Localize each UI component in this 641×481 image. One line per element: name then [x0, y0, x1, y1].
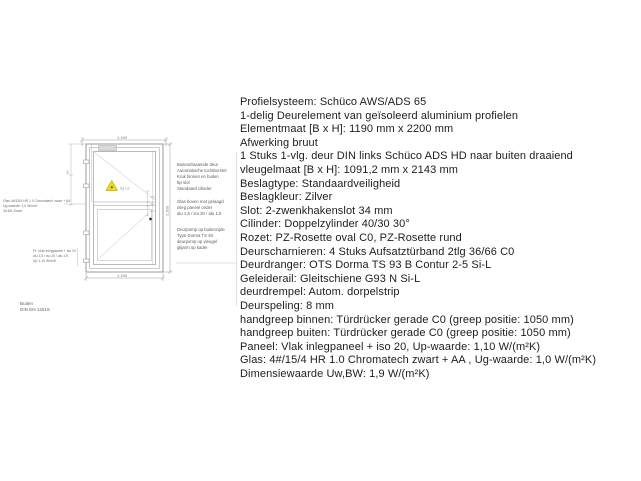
spec-line: vleugelmaat [B x H]: 1091,2 mm x 2143 mm: [240, 163, 458, 176]
annotation-line: Kruk binnen en buiten: [177, 174, 219, 179]
annotation-line: Glas boven met gelaagd: [177, 199, 224, 204]
spec-line: Profielsysteem: Schüco AWS/ADS 65: [240, 96, 427, 108]
spec-line: Dimensiewaarde Uw,BW: 1,9 W/(m²K): [240, 367, 430, 380]
door-handle: [149, 218, 152, 221]
annotation-line: 4/15/4 Zwart: [3, 208, 22, 213]
spec-line: Paneel: Vlak inlegpaneel + iso 20, Up-waarde: 1,10 W/(m²K): [240, 340, 541, 353]
annotation-line: Automatische tochtborstel: [177, 168, 227, 173]
spec-line: deurdrempel: Autom. dorpelstrip: [240, 286, 400, 299]
spec-line: Deurdranger: OTS Dorma TS 93 B Contur 2-5 Si-L: [240, 259, 492, 272]
spec-line: Cilinder: Doppelzylinder 40/30 30°: [240, 218, 410, 231]
annotation-line: Ug-waarde: 1,0 W/m²K: [3, 203, 38, 208]
dim-d1: 1,5: [150, 195, 155, 199]
door-closer: [99, 146, 117, 151]
annotation-line: inleg paneel onder: [177, 205, 213, 210]
spec-line: Deurscharnieren: 4 Stuks Aufsatztürband 2tlg 36/66 C0: [240, 245, 515, 258]
spec-line: Slot: 2-zwenkhakenslot 34 mm: [240, 204, 393, 217]
annotation-line: Deurpomp op buitenzijde: [177, 227, 225, 232]
annotation-line: Type Dorma TS 93: [177, 233, 213, 238]
annotation-line: alu 1,5 / iso 20 / alu 1,5: [177, 211, 222, 216]
spec-line: Deurspeling: 8 mm: [240, 299, 335, 312]
annotation-line: Up 1,10 W/m²K: [33, 258, 57, 263]
annotation-line: glijarm op kader: [177, 245, 208, 250]
dimension-top-label: 1.190: [117, 135, 128, 140]
spec-line: 1-delig Deurelement van geïsoleerd aluminium profielen: [240, 109, 519, 122]
orientation-note-line: DIN EN 12519: [20, 307, 50, 312]
spec-line: Elementmaat [B x H]: 1190 mm x 2200 mm: [240, 123, 454, 136]
annotation-line: deurpomp op vleugel: [177, 239, 218, 244]
dim-d3: 1,5: [150, 209, 155, 213]
spec-line: handgreep binnen: Türdrücker gerade C0 (greep positie: 1050 mm): [240, 313, 574, 326]
spec-line: Afwerking bruut: [240, 136, 318, 149]
annotation-line: Glas 4#/15/4 HR 1.0 Chromatech zwart + AA: [3, 199, 71, 203]
dimension-right-label: 2.200: [164, 205, 170, 216]
annotation-line: Pr. Vlak inlegpaneel + iso 20: [33, 249, 76, 253]
spec-line: 1 Stuks 1-vlg. deur DIN links Schüco ADS HD naar buiten draaiend: [240, 150, 573, 163]
specification-list: [240, 96, 640, 381]
spec-line: Beslagtype: Standaardveiligheid: [240, 177, 401, 190]
spec-line: Beslagkleur: Zilver: [240, 191, 333, 204]
spec-line: Geleiderail: Gleitschiene G93 N Si-L: [240, 272, 421, 285]
spec-line: Glas: 4#/15/4 HR 1.0 Chromatech zwart + AA , Ug-waarde: 1,0 W/(m²K): [240, 354, 597, 367]
annotation-glass-spec: [3, 199, 70, 213]
annotation-line: 5p slot: [177, 180, 190, 185]
annotation-line: Buitendraaiende deur: [177, 162, 219, 167]
annotation-line: alu 1,5 / iso 20 / alu 1,5: [33, 253, 69, 258]
orientation-note-line: Buiten: [20, 301, 34, 306]
glass-mark-label: Ug 1,0: [120, 186, 130, 191]
spec-line: handgreep buiten: Türdrücker gerade C0 (greep positie: 1050 mm): [240, 327, 571, 340]
annotation-glass-panel: [177, 199, 237, 217]
annotation-line: Standaard cilinder: [177, 186, 212, 191]
annotation-door-closer: [177, 227, 237, 251]
dimension-left-label: 380: [65, 169, 70, 175]
orientation-note: [20, 301, 50, 313]
annotation-door-features: [177, 162, 237, 192]
annotation-panel-spec: [33, 249, 76, 263]
spec-line: Rozet: PZ-Rosette oval C0, PZ-Rosette rund: [240, 231, 462, 244]
dimension-bottom-label: 1.190: [117, 273, 128, 278]
dim-d2: 20: [150, 202, 154, 206]
